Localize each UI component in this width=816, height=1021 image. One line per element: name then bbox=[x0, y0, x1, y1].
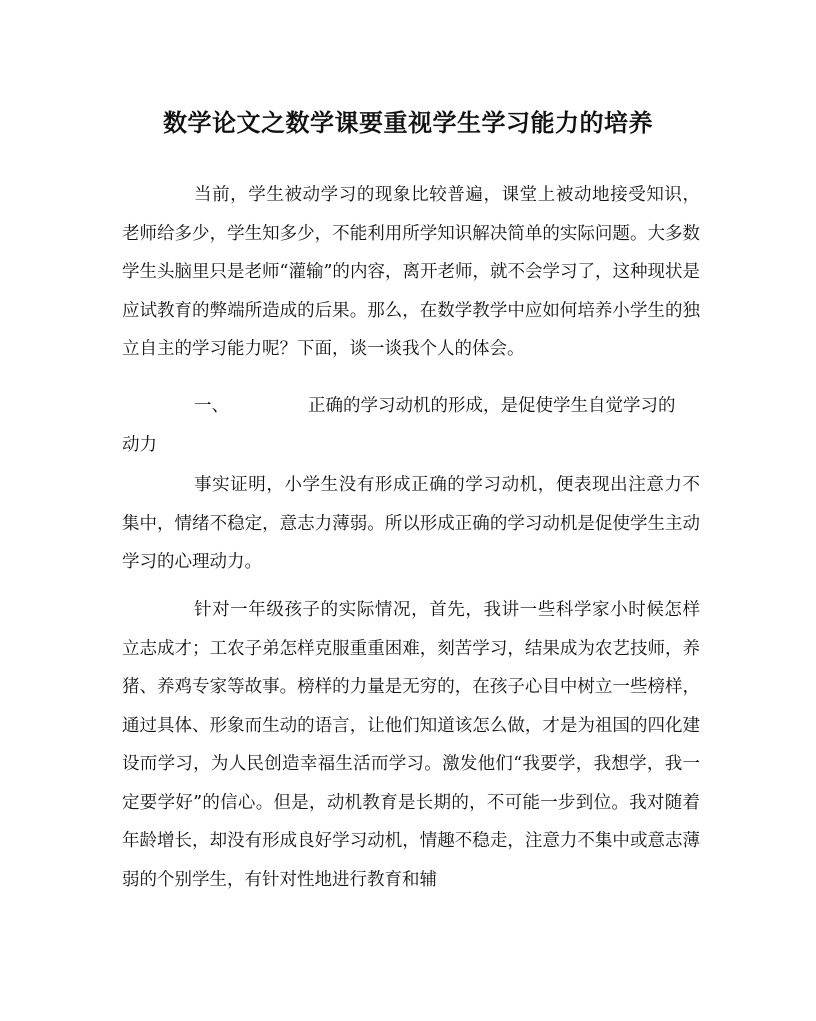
intro-section bbox=[122, 176, 700, 369]
section-1-body-2 bbox=[122, 591, 700, 899]
section-heading-continuation: 动力 bbox=[122, 434, 157, 455]
section-heading-text: 正确的学习动机的形成，是促使学生自觉学习的 bbox=[308, 396, 676, 416]
section-number: 一、 bbox=[194, 396, 229, 416]
section-1-body bbox=[122, 466, 700, 582]
paragraph-first-grade: 针对一年级孩子的实际情况，首先，我讲一些科学家小时候怎样立志成才；工农子弟怎样克服重重困难，刻苦学习，结果成为农艺技师，养猪、养鸡专家等故事。榜样的力量是无穷的，在孩子心目中树立一些榜样，通过具体、形象而生动的语言，让他们知道该怎么做，才是为祖国的四化建设而学习，为人民创造幸福生活而学习。激发他们“我要学，我想学，我一定要学好”的信心。但是，动机教育是长期的，不可能一步到位。我对随着年龄增长，却没有形成良好学习动机，情趣不稳走，注意力不集中或意志薄弱的个别学生，有针对性地进行教育和辅 bbox=[122, 600, 700, 890]
section-heading-1 bbox=[122, 387, 700, 464]
paragraph-intro: 当前，学生被动学习的现象比较普遍，课堂上被动地接受知识，老师给多少，学生知多少，不能利用所学知识解决简单的实际问题。大多数学生头脑里只是老师“灌输”的内容，离开老师，就不会学习了，这种现状是应试教育的弊端所造成的后果。那么，在数学教学中应如何培养小学生的独立自主的学习能力呢？下面，谈一谈我个人的体会。 bbox=[122, 185, 700, 359]
paragraph-motivation: 事实证明，小学生没有形成正确的学习动机，便表现出注意力不集中，情绪不稳定，意志力薄弱。所以形成正确的学习动机是促使学生主动学习的心理动力。 bbox=[122, 475, 700, 572]
document-title: 数学论文之数学课要重视学生学习能力的培养 bbox=[163, 109, 653, 137]
